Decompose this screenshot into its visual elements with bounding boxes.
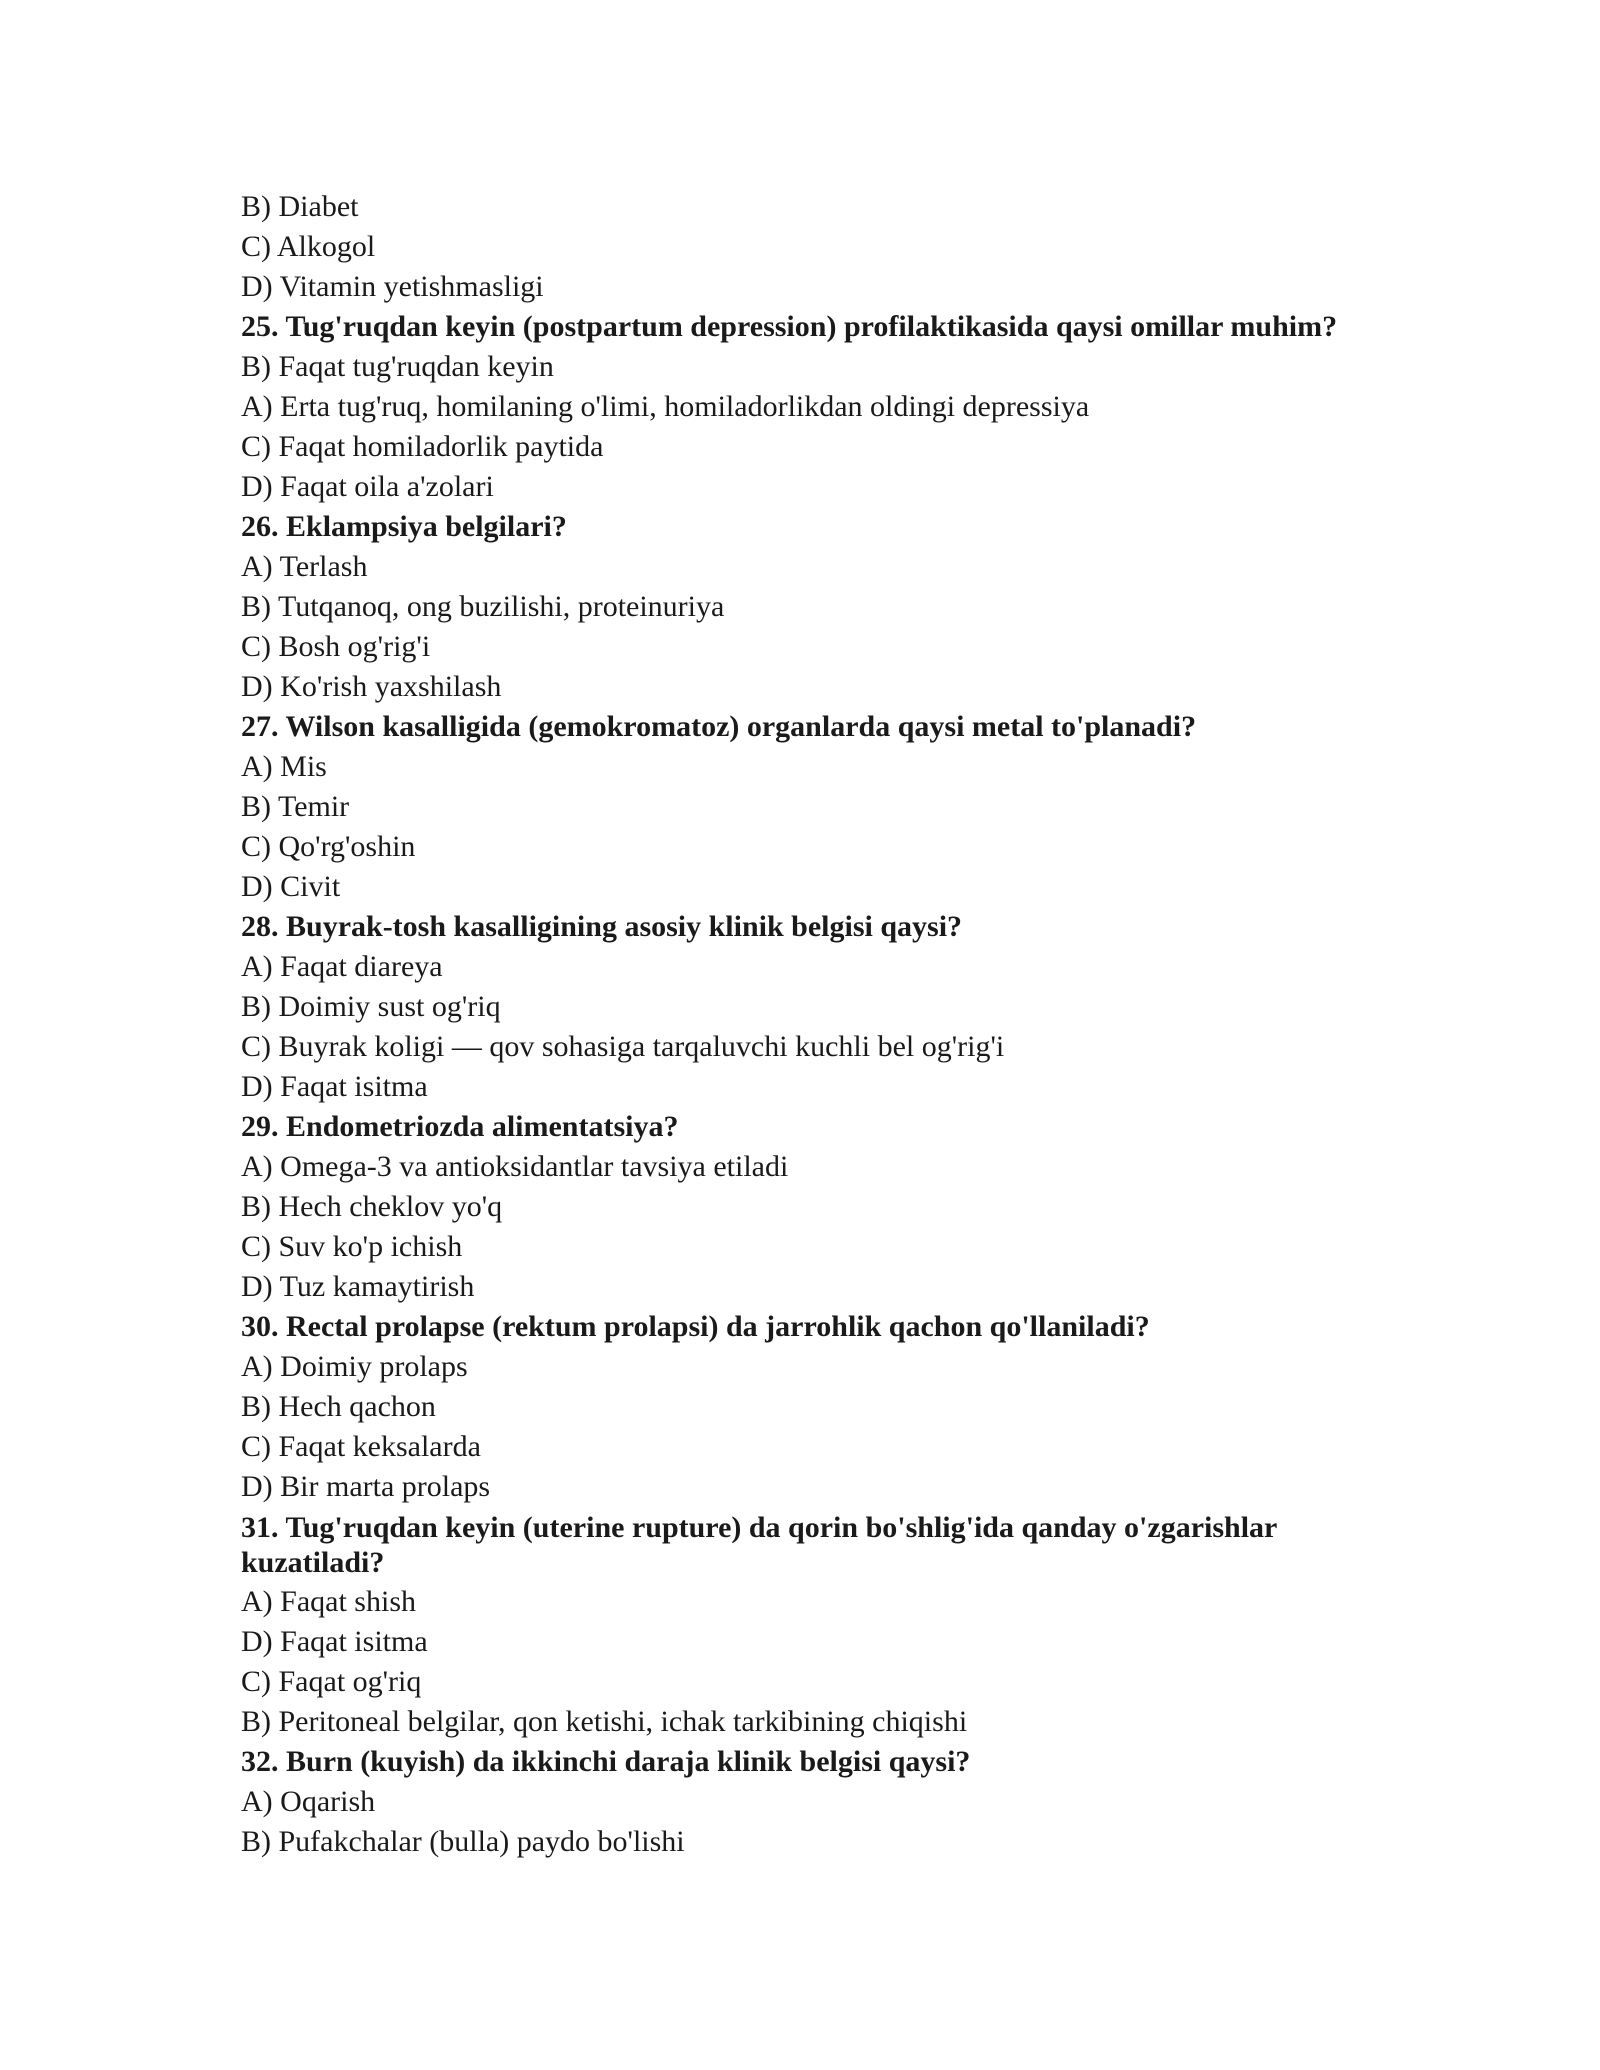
question-31 — [241, 1507, 1421, 1742]
question-30 — [241, 1307, 1421, 1507]
question-text: 28. Buyrak-tosh kasalligining asosiy klinik belgisi qaysi? — [241, 910, 963, 943]
question-text: 27. Wilson kasalligida (gemokromatoz) organlarda qaysi metal to'planadi? — [241, 710, 1197, 743]
question-27 — [241, 707, 1421, 907]
option: A) Faqat diareya — [241, 950, 443, 983]
question-text: 32. Burn (kuyish) da ikkinchi daraja klinik belgisi qaysi? — [241, 1745, 971, 1778]
option: D) Bir marta prolaps — [241, 1470, 491, 1503]
option: D) Vitamin yetishmasligi — [241, 270, 544, 303]
option: D) Faqat isitma — [241, 1070, 428, 1103]
option: A) Erta tug'ruq, homilaning o'limi, homiladorlikdan oldingi depressiya — [241, 390, 1090, 423]
option: B) Diabet — [241, 190, 359, 223]
option: B) Faqat tug'ruqdan keyin — [241, 350, 554, 383]
option: B) Peritoneal belgilar, qon ketishi, ichak tarkibining chiqishi — [241, 1705, 968, 1738]
option: D) Faqat isitma — [241, 1625, 428, 1658]
option: B) Pufakchalar (bulla) paydo bo'lishi — [241, 1825, 685, 1858]
question-text: 26. Eklampsiya belgilari? — [241, 510, 567, 543]
question-text: 30. Rectal prolapse (rektum prolapsi) da jarrohlik qachon qo'llaniladi? — [241, 1310, 1150, 1343]
option: D) Tuz kamaytirish — [241, 1270, 475, 1303]
option: B) Temir — [241, 790, 350, 823]
option: C) Suv ko'p ichish — [241, 1230, 463, 1263]
question-26 — [241, 507, 1421, 707]
option: C) Buyrak koligi — qov sohasiga tarqaluvchi kuchli bel og'rig'i — [241, 1030, 1005, 1063]
option: A) Mis — [241, 750, 327, 783]
option: A) Doimiy prolaps — [241, 1350, 468, 1383]
option: B) Doimiy sust og'riq — [241, 990, 501, 1023]
option: C) Bosh og'rig'i — [241, 630, 431, 663]
option: C) Faqat og'riq — [241, 1665, 422, 1698]
option: A) Faqat shish — [241, 1585, 416, 1618]
option: C) Faqat homiladorlik paytida — [241, 430, 604, 463]
lead-options — [241, 187, 1421, 307]
option: C) Qo'rg'oshin — [241, 830, 416, 863]
question-25 — [241, 307, 1421, 507]
option: D) Faqat oila a'zolari — [241, 470, 494, 503]
question-32 — [241, 1742, 1421, 1862]
option: A) Terlash — [241, 550, 368, 583]
question-28 — [241, 907, 1421, 1107]
document-page — [241, 187, 1421, 1862]
option: B) Hech qachon — [241, 1390, 436, 1423]
option: B) Hech cheklov yo'q — [241, 1190, 503, 1223]
question-text: 29. Endometriozda alimentatsiya? — [241, 1110, 679, 1143]
question-text: 25. Tug'ruqdan keyin (postpartum depression) profilaktikasida qaysi omillar muhim? — [241, 310, 1338, 343]
question-text: 31. Tug'ruqdan keyin (uterine rupture) da qorin bo'shlig'ida qanday o'zgarishlar kuzatiladi? — [241, 1511, 1277, 1579]
option: C) Alkogol — [241, 230, 376, 263]
option: D) Civit — [241, 870, 341, 903]
option: A) Oqarish — [241, 1785, 376, 1818]
option: D) Ko'rish yaxshilash — [241, 670, 502, 703]
option: B) Tutqanoq, ong buzilishi, proteinuriya — [241, 590, 725, 623]
option: A) Omega-3 va antioksidantlar tavsiya etiladi — [241, 1150, 789, 1183]
option: C) Faqat keksalarda — [241, 1430, 481, 1463]
question-29 — [241, 1107, 1421, 1307]
